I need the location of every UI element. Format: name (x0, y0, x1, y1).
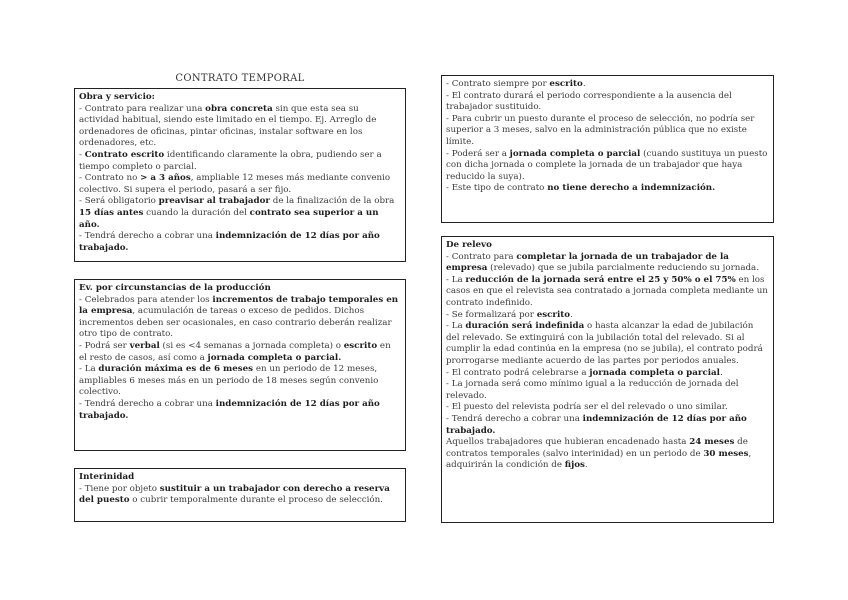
obra-line-5: - Tendrá derecho a cobrar una indemnización de 12 días por año trabajado. (79, 231, 380, 253)
relevo-line-6: - La jornada será como mínimo igual a la reducción de jornada del relevado. (446, 379, 739, 401)
obra-line-1: - Contrato para realizar una obra concreta sin que esta sea su actividad habitual, siendo este limitado en el tiempo. Ej. Arreglo de ordenadores de oficinas, pintar oficinas, instalar software en los ordenadores, etc. (79, 103, 377, 149)
ev-heading: Ev. por circunstancias de la producción (79, 283, 271, 293)
obra-line-2: - Contrato escrito identificando claramente la obra, pudiendo ser a tiempo completo o parcial. (79, 149, 382, 172)
obra-line-4: - Será obligatorio preavisar al trabajador de la finalización de la obra 15 días antes cuando la duración del contrato sea superior a un año. (79, 196, 395, 230)
relevo-box (441, 236, 774, 523)
eventual-produccion-box (74, 279, 406, 451)
cont-line-1: - Contrato siempre por escrito. (446, 79, 586, 89)
relevo-line-4: - La duración será indefinida o hasta alcanzar la edad de jubilación del relevado. Se extinguirá con la jubilación total del relevado. Si al cumplir la edad continúa en la empresa (no se jubila), el contrato podrá prorrogarse mediante acuerdo de las partes por periodos anuales. (446, 321, 763, 366)
cont-line-2: - El contrato durará el periodo correspondiente a la ausencia del trabajador sustituido. (446, 90, 732, 113)
interinidad-box (74, 468, 406, 522)
relevo-line-5: - El contrato podrá celebrarse a jornada completa o parcial. (446, 367, 723, 378)
relevo-line-8: - Tendrá derecho a cobrar una indemnización de 12 días por año trabajado. (446, 413, 747, 436)
relevo-line-7: - El puesto del relevista podría ser el del relevado o uno similar. (446, 402, 728, 413)
obra-line-3: - Contrato no > a 3 años, ampliable 12 meses más mediante convenio colectivo. Si supera el periodo, pasará a ser fijo. (79, 173, 391, 195)
relevo-heading: De relevo (446, 240, 492, 250)
cont-line-3: - Para cubrir un puesto durante el proceso de selección, no podría ser superior a 3 meses, salvo en la administración pública que no existe límite. (446, 113, 755, 147)
relevo-line-1: - Contrato para completar la jornada de un trabajador de la empresa (relevado) que se jubila parcialmente reduciendo su jornada. (446, 251, 759, 274)
ev-line-3: - La duración máxima es de 6 meses en un periodo de 12 meses, ampliables 6 meses más en un periodo de 18 meses según convenio colectivo. (79, 364, 379, 398)
relevo-note: Aquellos trabajadores que hubieran encadenado hasta 24 meses de contratos temporales (salvo interinidad) en un periodo de 30 meses, adquirirán la condición de fijos. (446, 437, 752, 471)
interinidad-line-1: - Tiene por objeto sustituir a un trabajador con derecho a reserva del puesto o cubrir temporalmente durante el proceso de selección. (79, 483, 390, 506)
cont-line-5: - Este tipo de contrato no tiene derecho a indemnización. (446, 183, 716, 194)
cont-line-4: - Poderá ser a jornada completa o parcial (cuando sustituya un puesto con dicha jornada o complete la jornada de un trabajador que haya reducido la suya). (446, 148, 768, 182)
ev-line-1: - Celebrados para atender los incrementos de trabajo temporales en la empresa, acumulación de tareas o exceso de pedidos. Dichos incrementos deben ser ocasionales, en caso contrario deberán realizar otro tipo de contrato. (79, 294, 399, 340)
page-title: CONTRATO TEMPORAL (175, 73, 305, 84)
ev-line-4: - Tendrá derecho a cobrar una indemnización de 12 días por año trabajado. (79, 398, 380, 421)
interinidad-heading: Interinidad (79, 472, 135, 482)
relevo-line-2: - La reducción de la jornada será entre el 25 y 50% o el 75% en los casos en que el relevista sea contratado a jornada completa mediante un contrato indefinido. (446, 274, 768, 308)
ev-line-2: - Podrá ser verbal (si es <4 semanas a jornada completa) o escrito en el resto de casos, así como a jornada completa o parcial. (79, 340, 391, 363)
interinidad-continued-box (441, 75, 774, 223)
obra-heading: Obra y servicio: (79, 92, 155, 102)
obra-servicio-box (74, 88, 406, 262)
relevo-line-3: - Se formalizará por escrito. (446, 309, 573, 320)
